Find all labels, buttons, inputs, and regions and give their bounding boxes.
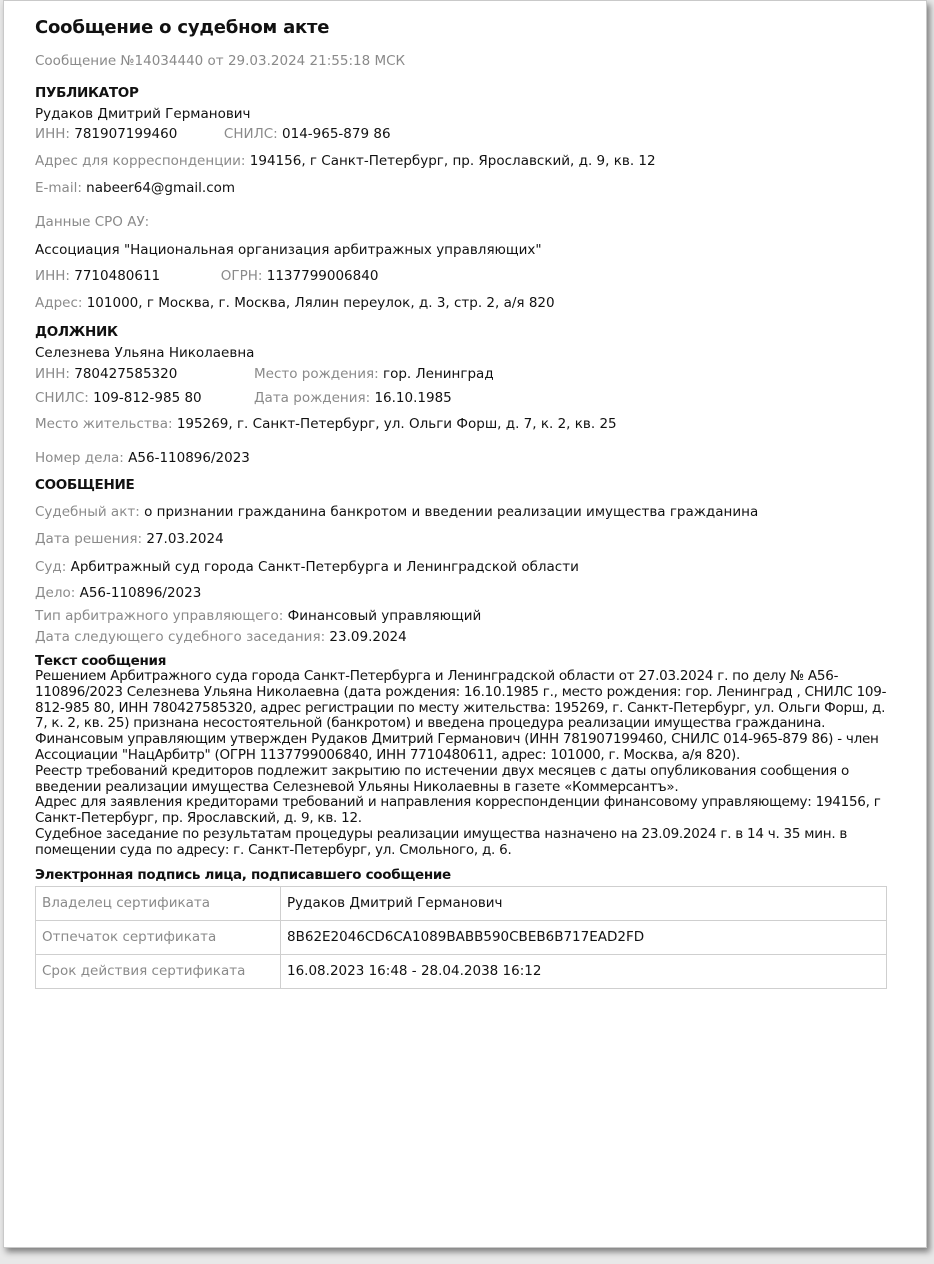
debtor-heading: ДОЛЖНИК bbox=[35, 324, 118, 340]
publisher-ids-line bbox=[35, 124, 895, 144]
debtor-inn-line bbox=[35, 364, 895, 384]
case-number: А56-110896/2023 bbox=[128, 450, 250, 466]
court-name: Арбитражный суд города Санкт-Петербурга и Ленинградской области bbox=[70, 559, 579, 575]
case-label: Дело: bbox=[35, 585, 76, 601]
sro-address: 101000, г Москва, г. Москва, Лялин переулок, д. 3, стр. 2, а/я 820 bbox=[86, 295, 555, 311]
court-act-label: Судебный акт: bbox=[35, 504, 140, 520]
signature-key: Срок действия сертификата bbox=[36, 954, 281, 988]
debtor-snils: 109-812-985 80 bbox=[93, 390, 202, 406]
message-text-paragraph: Адрес для заявления кредиторами требований и направления корреспонденции финансовому управляющему: 194156, г Санкт-Петербург, пр. Ярославский, д. 9, кв. 12. bbox=[35, 794, 881, 827]
publisher-address-label: Адрес для корреспонденции: bbox=[35, 153, 246, 169]
signature-value: Рудаков Дмитрий Германович bbox=[281, 886, 887, 920]
debtor-snils-label: СНИЛС: bbox=[35, 390, 89, 406]
sro-inn: 7710480611 bbox=[74, 268, 161, 284]
message-text-paragraph: Решением Арбитражного суда города Санкт-Петербурга и Ленинградской области от 27.03.2024 г. по делу № А56-110896/2023 Селезнева Ульяна Николаевна (дата рождения: 16.10.1985 г., место рождения: гор. Ленинград , СНИЛС 109-812-985 80, ИНН 780427585320, адрес регистрации по месту жительства: 195269, г. Санкт-Петербург, ул. Ольги Форш, д. 7, к. 2, кв. 25) признана несостоятельной (банкротом) и введена процедура реализации имущества гражданина. Финансовым управляющим утвержден Рудаков Дмитрий Германович (ИНН 781907199460, СНИЛС 014-965-879 86) - член Ассоциации "НацАрбитр" (ОГРН 1137799006840, ИНН 7710480611, адрес: 101000, г. Москва, а/я 820). bbox=[35, 668, 887, 763]
case-value: А56-110896/2023 bbox=[79, 585, 202, 601]
sro-address-label: Адрес: bbox=[35, 295, 83, 311]
publisher-name: Рудаков Дмитрий Германович bbox=[35, 106, 251, 122]
publisher-email: nabeer64@gmail.com bbox=[86, 180, 236, 196]
debtor-birthplace-label: Место рождения: bbox=[254, 366, 379, 382]
sro-ids-line bbox=[35, 266, 895, 286]
publisher-email-line bbox=[35, 178, 895, 198]
message-number-line: Сообщение №14034440 от 29.03.2024 21:55:18 МСК bbox=[35, 53, 406, 69]
sro-ogrn-label: ОГРН: bbox=[220, 268, 263, 284]
sro-label: Данные СРО АУ: bbox=[35, 214, 150, 230]
publisher-inn: 781907199460 bbox=[74, 126, 178, 142]
sro-name: Ассоциация "Национальная организация арбитражных управляющих" bbox=[35, 242, 542, 258]
sro-ogrn: 1137799006840 bbox=[266, 268, 379, 284]
signature-heading: Электронная подпись лица, подписавшего сообщение bbox=[35, 866, 451, 883]
publisher-inn-label: ИНН: bbox=[35, 126, 70, 142]
message-text-paragraph: Реестр требований кредиторов подлежит закрытию по истечении двух месяцев с даты опубликования сообщения о введении реализации имущества Селезневой Ульяны Николаевны в газете «Коммерсантъ». bbox=[35, 762, 849, 795]
next-hearing-date: 23.09.2024 bbox=[329, 629, 407, 645]
publisher-snils-label: СНИЛС: bbox=[223, 126, 278, 142]
sro-inn-label: ИНН: bbox=[35, 268, 70, 284]
decision-date: 27.03.2024 bbox=[146, 531, 224, 547]
case-number-line bbox=[35, 448, 895, 468]
debtor-inn: 780427585320 bbox=[74, 366, 178, 382]
signature-value: 8B62E2046CD6CA1089BABB590CBEB6B717EAD2FD bbox=[281, 920, 887, 954]
message-heading: СООБЩЕНИЕ bbox=[35, 477, 135, 493]
manager-type-label: Тип арбитражного управляющего: bbox=[35, 608, 284, 624]
court-act: о признании гражданина банкротом и введении реализации имущества гражданина bbox=[144, 504, 759, 520]
debtor-residence: 195269, г. Санкт-Петербург, ул. Ольги Форш, д. 7, к. 2, кв. 25 bbox=[176, 416, 617, 432]
debtor-birthplace: гор. Ленинград bbox=[383, 366, 494, 382]
manager-type: Финансовый управляющий bbox=[287, 608, 482, 624]
next-hearing-label: Дата следующего судебного заседания: bbox=[35, 629, 326, 645]
table-row bbox=[36, 886, 887, 920]
publisher-email-label: E-mail: bbox=[35, 180, 82, 196]
decision-date-line bbox=[35, 529, 895, 549]
table-row bbox=[36, 954, 887, 988]
document-page bbox=[3, 0, 927, 1248]
message-text-heading: Текст сообщения bbox=[35, 653, 167, 669]
publisher-address: 194156, г Санкт-Петербург, пр. Ярославский, д. 9, кв. 12 bbox=[249, 153, 656, 169]
court-act-line bbox=[35, 502, 895, 522]
debtor-residence-label: Место жительства: bbox=[35, 416, 173, 432]
publisher-snils: 014-965-879 86 bbox=[282, 126, 391, 142]
sro-address-line bbox=[35, 293, 895, 313]
manager-type-line bbox=[35, 606, 895, 626]
court-line bbox=[35, 557, 895, 577]
page-title: Сообщение о судебном акте bbox=[35, 17, 330, 38]
debtor-birthdate-label: Дата рождения: bbox=[254, 390, 371, 406]
court-label: Суд: bbox=[35, 559, 67, 575]
message-text bbox=[35, 669, 895, 859]
debtor-snils-line bbox=[35, 388, 895, 408]
decision-date-label: Дата решения: bbox=[35, 531, 143, 547]
debtor-residence-line bbox=[35, 414, 895, 434]
publisher-address-line bbox=[35, 151, 895, 171]
case-number-label: Номер дела: bbox=[35, 450, 124, 466]
signature-key: Отпечаток сертификата bbox=[36, 920, 281, 954]
debtor-name: Селезнева Ульяна Николаевна bbox=[35, 345, 255, 361]
debtor-inn-label: ИНН: bbox=[35, 366, 70, 382]
signature-table bbox=[35, 886, 887, 989]
message-text-paragraph: Судебное заседание по результатам процедуры реализации имущества назначено на 23.09.2024 г. в 14 ч. 35 мин. в помещении суда по адресу: г. Санкт-Петербург, ул. Смольного, д. 6. bbox=[35, 825, 848, 858]
case-line bbox=[35, 583, 895, 603]
next-hearing-line bbox=[35, 627, 895, 647]
table-row bbox=[36, 920, 887, 954]
document-content bbox=[35, 15, 895, 989]
signature-key: Владелец сертификата bbox=[36, 886, 281, 920]
debtor-birthdate: 16.10.1985 bbox=[374, 390, 452, 406]
signature-value: 16.08.2023 16:48 - 28.04.2038 16:12 bbox=[281, 954, 887, 988]
publisher-heading: ПУБЛИКАТОР bbox=[35, 85, 139, 101]
